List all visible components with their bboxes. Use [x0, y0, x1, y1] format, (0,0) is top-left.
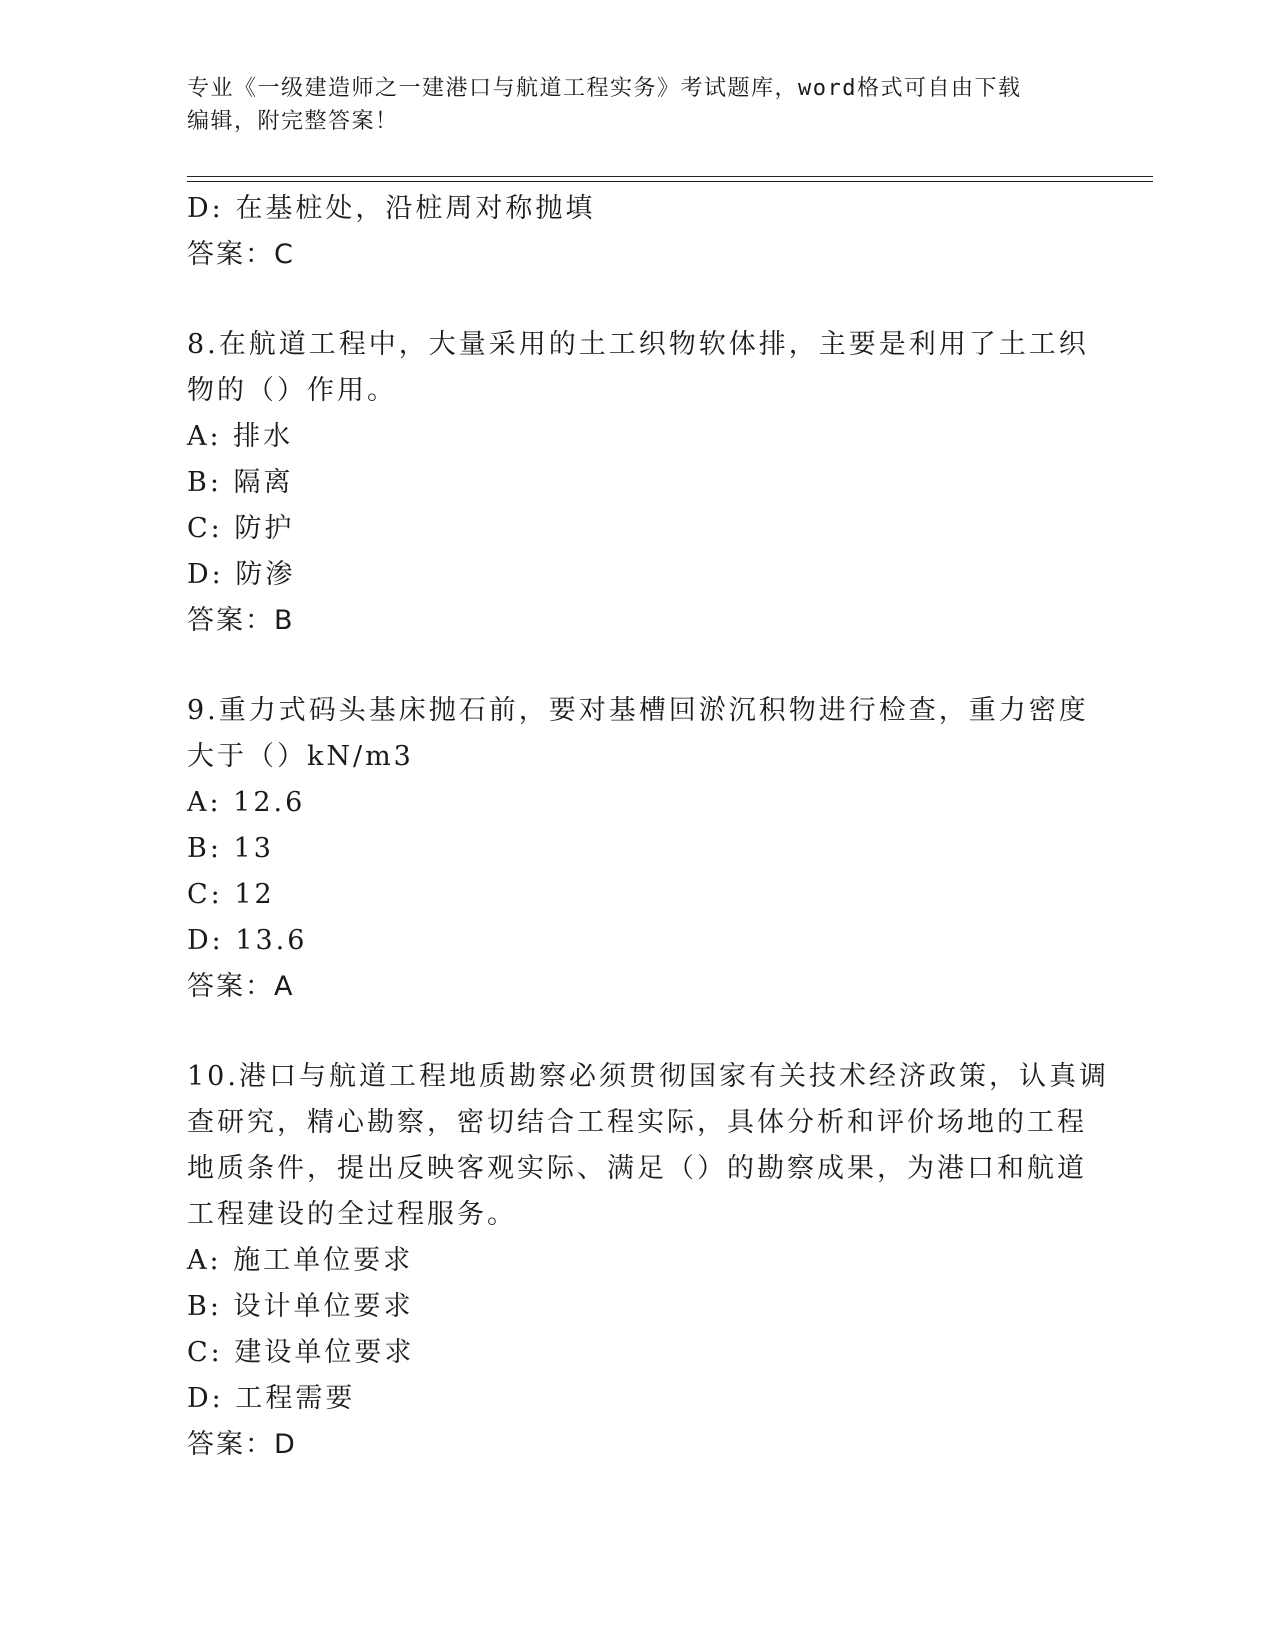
- question-stem-line: 9.重力式码头基床抛石前，要对基槽回淤沉积物进行检查，重力密度: [187, 695, 1089, 726]
- option-d: D: 在基桩处，沿桩周对称抛填: [187, 193, 596, 224]
- question-8: [187, 322, 1089, 644]
- header-line-2: 编辑，附完整答案！: [187, 109, 399, 134]
- option-c: C: 防护: [187, 513, 295, 544]
- answer-line: 答案：D: [187, 1429, 297, 1460]
- answer-line: 答案：C: [187, 239, 295, 270]
- spacer: [187, 1010, 1067, 1054]
- question-stem-line: 大于（）kN/m3: [187, 741, 414, 772]
- question-10: [187, 1054, 1109, 1468]
- previous-question-tail: [187, 186, 1067, 278]
- answer-line: 答案：B: [187, 605, 295, 636]
- answer-line: 答案：A: [187, 971, 295, 1002]
- question-stem-line: 10.港口与航道工程地质勘察必须贯彻国家有关技术经济政策，认真调: [187, 1061, 1109, 1092]
- option-c: C: 12: [187, 879, 275, 910]
- option-a: A: 12.6: [187, 787, 306, 818]
- header-line-1: 专业《一级建造师之一建港口与航道工程实务》考试题库，word格式可自由下载: [187, 76, 1022, 101]
- header-divider-bottom: [187, 181, 1153, 182]
- spacer: [187, 278, 1067, 322]
- question-stem-line: 查研究，精心勘察，密切结合工程实际，具体分析和评价场地的工程: [187, 1107, 1087, 1138]
- question-list: [187, 186, 1109, 1468]
- option-c: C: 建设单位要求: [187, 1337, 415, 1368]
- option-a: A: 排水: [187, 421, 294, 452]
- option-a: A: 施工单位要求: [187, 1245, 414, 1276]
- header-divider-top: [187, 176, 1153, 177]
- option-d: D: 防渗: [187, 559, 296, 590]
- document-header: [187, 72, 1067, 138]
- spacer: [187, 644, 1067, 688]
- question-stem-line: 物的（）作用。: [187, 375, 397, 406]
- question-stem-line: 地质条件，提出反映客观实际、满足（）的勘察成果，为港口和航道: [187, 1153, 1087, 1184]
- question-stem-line: 8.在航道工程中，大量采用的土工织物软体排，主要是利用了土工织: [187, 329, 1089, 360]
- option-b: B: 设计单位要求: [187, 1291, 414, 1322]
- question-stem-line: 工程建设的全过程服务。: [187, 1199, 517, 1230]
- option-b: B: 隔离: [187, 467, 294, 498]
- option-b: B: 13: [187, 833, 274, 864]
- question-9: [187, 688, 1089, 1010]
- option-d: D: 工程需要: [187, 1383, 356, 1414]
- option-d: D: 13.6: [187, 925, 308, 956]
